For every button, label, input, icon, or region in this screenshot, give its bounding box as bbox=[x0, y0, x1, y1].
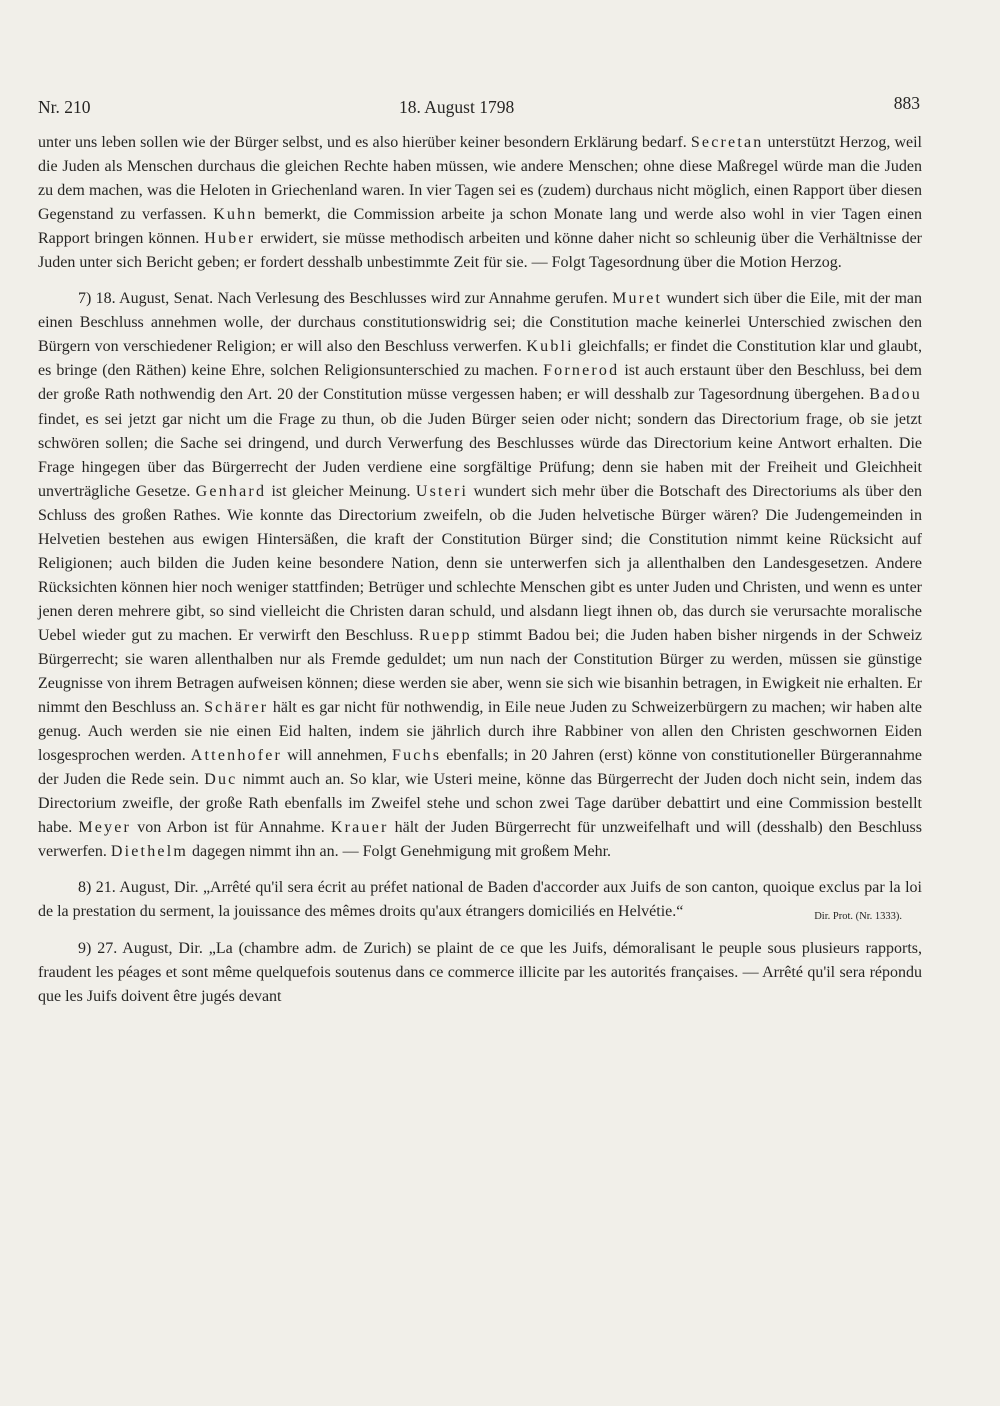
speaker-name: Badou bbox=[869, 386, 922, 404]
text-run: bemerkt, die Commission arbeite ja schon Monate lang und werde also wohl in vier Tagen einen Rapport bringen können. bbox=[38, 206, 923, 248]
text-run: 9) 27. August, Dir. „La (chambre adm. de Zurich) se plaint de ce que les Juifs, démoralisant le peuple sous plusieurs rapports, fraudent les péages et sont même quelquefois soutenus dans ce commerce illicite par les autorités françaises. — Arrêté qu'il sera répondu que les Juifs doivent être jugés devant bbox=[38, 939, 922, 1005]
text-run: ist gleicher Meinung. bbox=[266, 482, 416, 500]
speaker-name: Muret bbox=[612, 290, 663, 308]
speaker-name: Fuchs bbox=[391, 747, 442, 765]
text-run: wundert sich über die Eile, mit der man einen Beschluss annehmen wolle, der durchaus constitutionswidrig sei; die Constitution mache keinerlei Unterschied zwischen den Bürgern von verschiedener Religion; er will also den Beschluss verwerfen. bbox=[38, 290, 923, 356]
section-8 bbox=[38, 876, 922, 924]
text-run: dagegen nimmt ihn an. — Folgt Genehmigung mit großem Mehr. bbox=[187, 843, 612, 861]
text-run: hält es gar nicht für nothwendig, in Eile neue Juden zu Schweizerbürgern zu machen; wir haben alte genug. Auch werden sie nie einen Eid halten, indem sie jährlich durch ihre Rabbiner von allen den Christen geschwornen Eiden losgesprochen werden. bbox=[38, 699, 923, 765]
document-date: 18. August 1798 bbox=[399, 97, 515, 117]
page-body bbox=[38, 131, 922, 1009]
text-run: ist auch erstaunt über den Beschluss, bei dem der große Rath nothwendig den Art. 20 der Constitution müsse vergessen haben; er will desshalb zur Tagesordnung übergehen. bbox=[38, 362, 923, 404]
paragraph-continuation bbox=[38, 131, 922, 275]
text-run: findet, es sei jetzt gar nicht um die Frage zu thun, ob die Juden Bürger seien oder nicht; sondern das Directorium frage, ob sie jetzt schwören sollen; die Sache sei dringend, und durch Verwerfung des Beschlusses würde das Directorium keine Antwort erhalten. Die Frage hingegen über das Bürgerrecht der Juden verdiene eine sorgfältige Prüfung; denn sie haben mit der Freiheit und Gleichheit unverträgliche Gesetze. bbox=[38, 410, 922, 500]
speaker-name: Krauer bbox=[330, 819, 389, 837]
text-run: erwidert, sie müsse methodisch arbeiten und könne daher nicht so schleunig über die Verhältnisse der Juden unter sich Bericht geben; er fordert desshalb unbestimmte Zeit für sie. — Folgt Tagesordnung über die Motion Herzog. bbox=[38, 230, 922, 272]
text-run: stimmt Badou bei; die Juden haben bisher nirgends in der Schweiz Bürgerrecht; sie waren allenthalben nur als Fremde geduldet; um nun nach der Constitution Bürger zu werden, müssen sie günstige Zeugnisse von ihrem Betragen aufweisen können; diese werden sie aber, wenn sie sich wie bisanhin betragen, in Ewigkeit nie erhalten. Er nimmt den Beschluss an. bbox=[38, 626, 923, 717]
text-run: ebenfalls; in 20 Jahren (erst) könne von constitutioneller Bürgerannahme der Juden die Rede sein. bbox=[38, 747, 923, 789]
speaker-name: Usteri bbox=[415, 482, 469, 500]
text-run: unterstützt Herzog, weil die Juden als Menschen durchaus die gleichen Rechte haben müssen, wie andere Menschen; ohne diese Maßregel würde man die Juden zu dem machen, was die Heloten in Griechenland waren. In vier Tagen sei es (zudem) durchaus nicht möglich, einen Rapport über diesen Gegenstand zu verfassen. bbox=[38, 134, 922, 224]
text-run: wundert sich mehr über die Botschaft des Directoriums als über den Schluss des großen Rathes. Wie konnte das Directorium zweifeln, ob die Juden helvetische Bürger wären? Die Judengemeinden in Helvetien bestehen aus ewigen Hintersäßen, die kraft der Constitution Bürger sind; die Constitution nimmt keine Rücksicht auf Religionen; auch bilden die Juden keine besondere Nation, denn sie unterwerfen sich ja allenthalben den Landesgesetzen. Andere Rücksichten können hier noch weniger stattfinden; Betrüger und schlechte Menschen gibt es unter Juden und Christen, und wenn es unter jenen deren mehrere gibt, so sind vielleicht die Christen daran schuld, und alsdann liegt ihnen ob, das durch sie verursachte moralische Uebel wieder gut zu machen. Er verwirft den Beschluss. bbox=[38, 482, 922, 644]
protocol-reference: Dir. Prot. (Nr. 1333). bbox=[814, 911, 902, 923]
section-7 bbox=[38, 287, 922, 864]
speaker-name: Ruepp bbox=[419, 626, 472, 644]
speaker-name: Genhard bbox=[195, 482, 267, 500]
speaker-name: Schärer bbox=[204, 699, 269, 717]
speaker-name: Secretan bbox=[690, 134, 764, 151]
speaker-name: Kubli bbox=[526, 338, 574, 356]
text-run: gleichfalls; er findet die Constitution klar und glaubt, es bringe (den Räthen) keine Ehre, solchen Religionsunterschied zu machen. bbox=[38, 338, 923, 380]
text-run: hält der Juden Bürgerrecht für unzweifelhaft und will (desshalb) den Beschluss verwerfen. bbox=[38, 819, 923, 861]
speaker-name: Meyer bbox=[78, 819, 132, 837]
text-run: nimmt auch an. So klar, wie Usteri meine, könne das Bürgerrecht der Juden doch nicht sein, indem das Directorium zweifle, der große Rath ebenfalls im Zweifel stehe und schon zwei Tage darüber debattirt und eine Commission bestellt habe. bbox=[38, 771, 923, 837]
section-9 bbox=[38, 937, 922, 1009]
text-run: will annehmen, bbox=[282, 747, 392, 765]
speaker-name: Diethelm bbox=[110, 843, 188, 861]
speaker-name: Kuhn bbox=[213, 206, 258, 224]
page-number: 883 bbox=[893, 93, 920, 113]
speaker-name: Attenhofer bbox=[190, 747, 283, 765]
text-run: von Arbon ist für Annahme. bbox=[131, 819, 331, 837]
speaker-name: Duc bbox=[204, 771, 238, 789]
text-run: unter uns leben sollen wie der Bürger selbst, und es also hierüber keiner besondern Erklärung bedarf. bbox=[38, 134, 691, 151]
text-run: 8) 21. August, Dir. „Arrêté qu'il sera écrit au préfet national de Baden d'accorder aux Juifs de son canton, quoique exclus par la loi de la prestation du serment, la jouissance des mêmes droits qu'aux étrangers domiciliés en Helvétie.“ bbox=[38, 879, 922, 921]
page-header bbox=[38, 93, 920, 127]
text-run: 7) 18. August, Senat. Nach Verlesung des Beschlusses wird zur Annahme gerufen. bbox=[78, 290, 613, 308]
speaker-name: Huber bbox=[204, 230, 256, 248]
speaker-name: Fornerod bbox=[543, 362, 620, 380]
document-number: Nr. 210 bbox=[38, 97, 91, 117]
